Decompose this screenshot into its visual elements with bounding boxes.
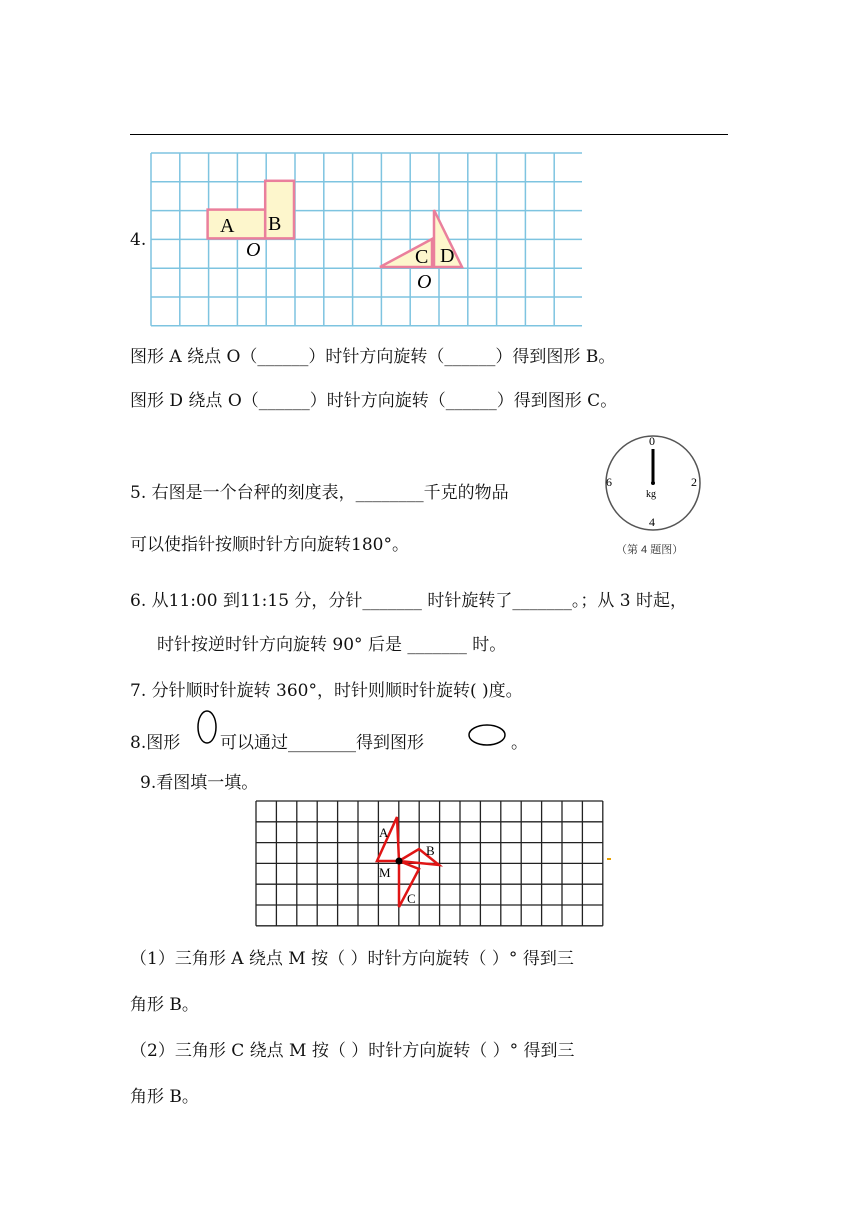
shape-a (208, 210, 266, 239)
label-b: B (268, 213, 282, 235)
label-b9: B (426, 843, 435, 858)
label-d: D (440, 245, 455, 267)
dial-number-2: 2 (691, 475, 697, 489)
q9-part2-line2: 角形 B。 (130, 1087, 199, 1107)
q8-suffix: 。 (511, 733, 528, 753)
dial-number-4: 4 (649, 515, 655, 529)
q7-question: 7. 分针顺时针旋转 360°，时针则顺时针旋转( )度。 (130, 681, 523, 701)
q4-question-2: 图形 D 绕点 O（______）时针方向旋转（______）得到图形 C。 (130, 391, 618, 411)
q5-question-2: 可以使指针按顺时针方向旋转180°。 (130, 535, 409, 555)
q9-part1-line1: （1）三角形 A 绕点 M 按（ ）时针方向旋转（ ）° 得到三 (130, 949, 574, 969)
q6-question-1: 6. 从11:00 到11:15 分，分针_______ 时针旋转了_______。；从 3 时起， (130, 591, 687, 611)
q6-question-2: 时针按逆时针方向旋转 90° 后是 _______ 时。 (157, 635, 507, 655)
q9-part1-line2: 角形 B。 (130, 995, 199, 1015)
q9-title: 9.看图填一填。 (140, 773, 259, 793)
label-o-right: O (417, 271, 432, 293)
label-a: A (220, 215, 235, 237)
q4-number: 4. (130, 230, 147, 250)
q8-prefix: 8.图形 (130, 733, 181, 753)
dial-number-0: 0 (649, 434, 655, 448)
q4-question-1: 图形 A 绕点 O（______）时针方向旋转（______）得到图形 B。 (130, 347, 616, 367)
header-rule (130, 134, 728, 135)
label-m: M (379, 865, 391, 880)
point-m (396, 858, 403, 865)
dial-unit: kg (646, 489, 656, 500)
horizontal-ellipse-shape (466, 722, 510, 750)
label-o-left: O (246, 239, 261, 261)
orange-mark (607, 858, 611, 860)
label-c9: C (407, 891, 416, 906)
q9-grid-figure (254, 799, 610, 929)
scale-dial (600, 432, 706, 536)
dial-caption: （第 4 题图） (616, 544, 684, 556)
label-a9: A (379, 825, 389, 840)
q5-question-1: 5. 右图是一个台秤的刻度表，________千克的物品 (130, 483, 509, 503)
dial-number-6: 6 (606, 475, 612, 489)
label-c: C (415, 246, 429, 268)
vertical-ellipse-shape (196, 708, 220, 748)
q8-middle: 可以通过________得到图形 (220, 733, 424, 753)
q9-part2-line1: （2）三角形 C 绕点 M 按（ ）时针方向旋转（ ）° 得到三 (130, 1041, 575, 1061)
q4-grid-figure (150, 152, 582, 327)
